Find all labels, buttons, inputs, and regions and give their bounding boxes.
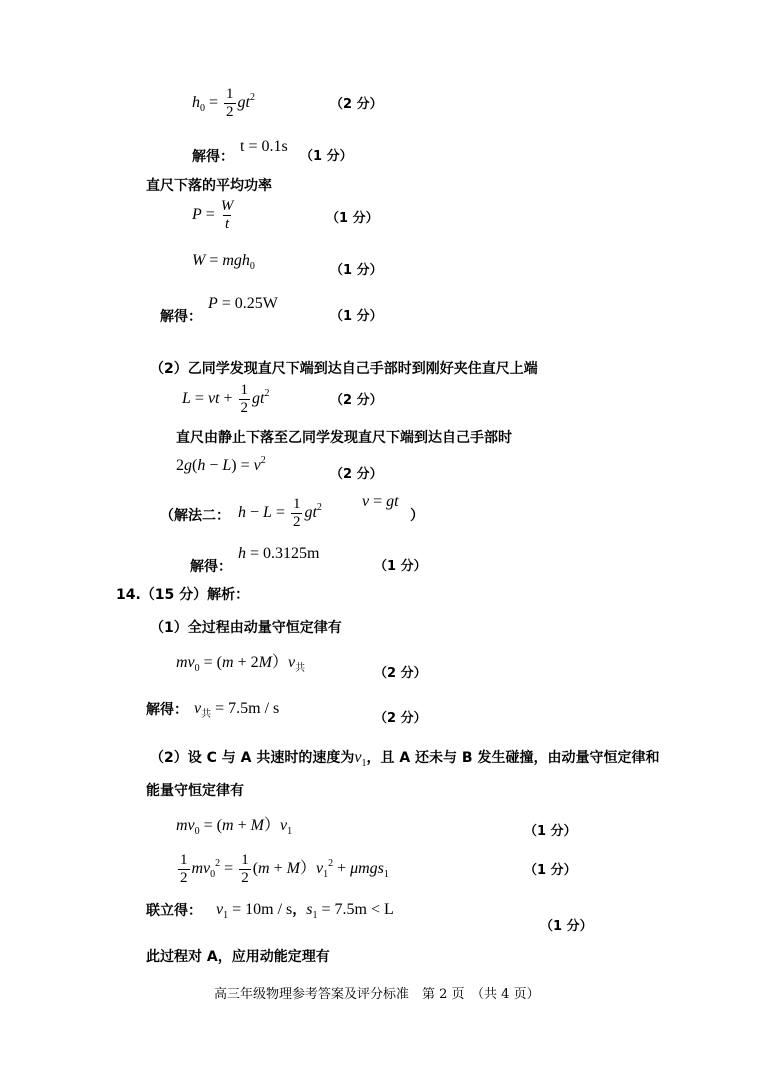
result-h: h = 0.3125m [238,545,320,562]
part2-intro: （2）乙同学发现直尺下端到达自己手部时到刚好夹住直尺上端 [150,361,538,377]
formula-h0: $h_0$ = $\frac{1}{2}$ $gt^2$ [192,86,255,120]
page-footer: 高三年级物理参考答案及评分标准 第 2 页 （共 4 页） [214,987,540,1002]
formula-power: P = $\frac{W}{t}$ [192,198,234,232]
result-power: P = 0.25W [208,295,278,312]
score: （1 分） [524,863,577,878]
label-jiede: 解得： [146,702,188,718]
method2-close: ） [410,508,424,524]
score: （2 分） [330,393,383,408]
label-jiede: 解得： [190,559,232,575]
formula-momentum-2: $mv_0 = (m + M)v_1$ [176,817,293,837]
score: （1 分） [300,149,353,164]
formula-L: L = vt + $\frac{1}{2}$ $gt^2$ [182,382,270,416]
q14-part2-line1: （2）设 C 与 A 共速时的速度为$v_1$，且 A 还未与 B 发生碰撞，由动量守恒定律和 [150,749,660,769]
score: （2 分） [330,97,383,112]
formula-energy: $\frac{1}{2}$ $mv_0^2$ = $\frac{1}{2}$ $(m + M)v_1^2 + \mu mgs_1$ [180,852,389,886]
q14-header: 14.（15 分）解析： [116,587,250,603]
heading-avg-power: 直尺下落的平均功率 [146,178,272,194]
label-jiede: 解得： [192,149,234,165]
formula-work: W = mgh$_0$ [192,252,255,272]
formula-v-gt: v = gt [362,493,399,510]
apply-A: 此过程对 A，应用动能定理有 [146,949,330,965]
formula-method2: h − L = $\frac{1}{2}$ $gt^2$ [238,496,322,530]
method2-open: （解法二： [160,508,230,524]
fall-from-rest: 直尺由静止下落至乙同学发现直尺下端到达自己手部时 [176,430,512,446]
score: （1 分） [374,559,427,574]
score: （1 分） [330,309,383,324]
result-t: t = 0.1s [240,138,288,155]
score: （1 分） [524,824,577,839]
score: （1 分） [326,211,379,226]
formula-momentum-1: $mv_0 = (m + 2M)v_共$ [176,654,306,674]
result-v1-s1: $v_1 = 10m / s$，$s_1 = 7.5m < L$ [216,901,394,921]
score: （2 分） [330,467,383,482]
score: （2 分） [374,666,427,681]
formula-2g: $2g(h - L) = v^2$ [176,455,266,474]
score: （1 分） [330,263,383,278]
q14-part1: （1）全过程由动量守恒定律有 [150,620,342,636]
label-jiede: 解得： [160,309,202,325]
score: （2 分） [374,711,427,726]
q14-part2-line2: 能量守恒定律有 [146,783,244,799]
label-lianli: 联立得： [146,903,202,919]
score: （1 分） [540,919,593,934]
result-vgong: $v_共 = 7.5m / s$ [194,700,280,720]
